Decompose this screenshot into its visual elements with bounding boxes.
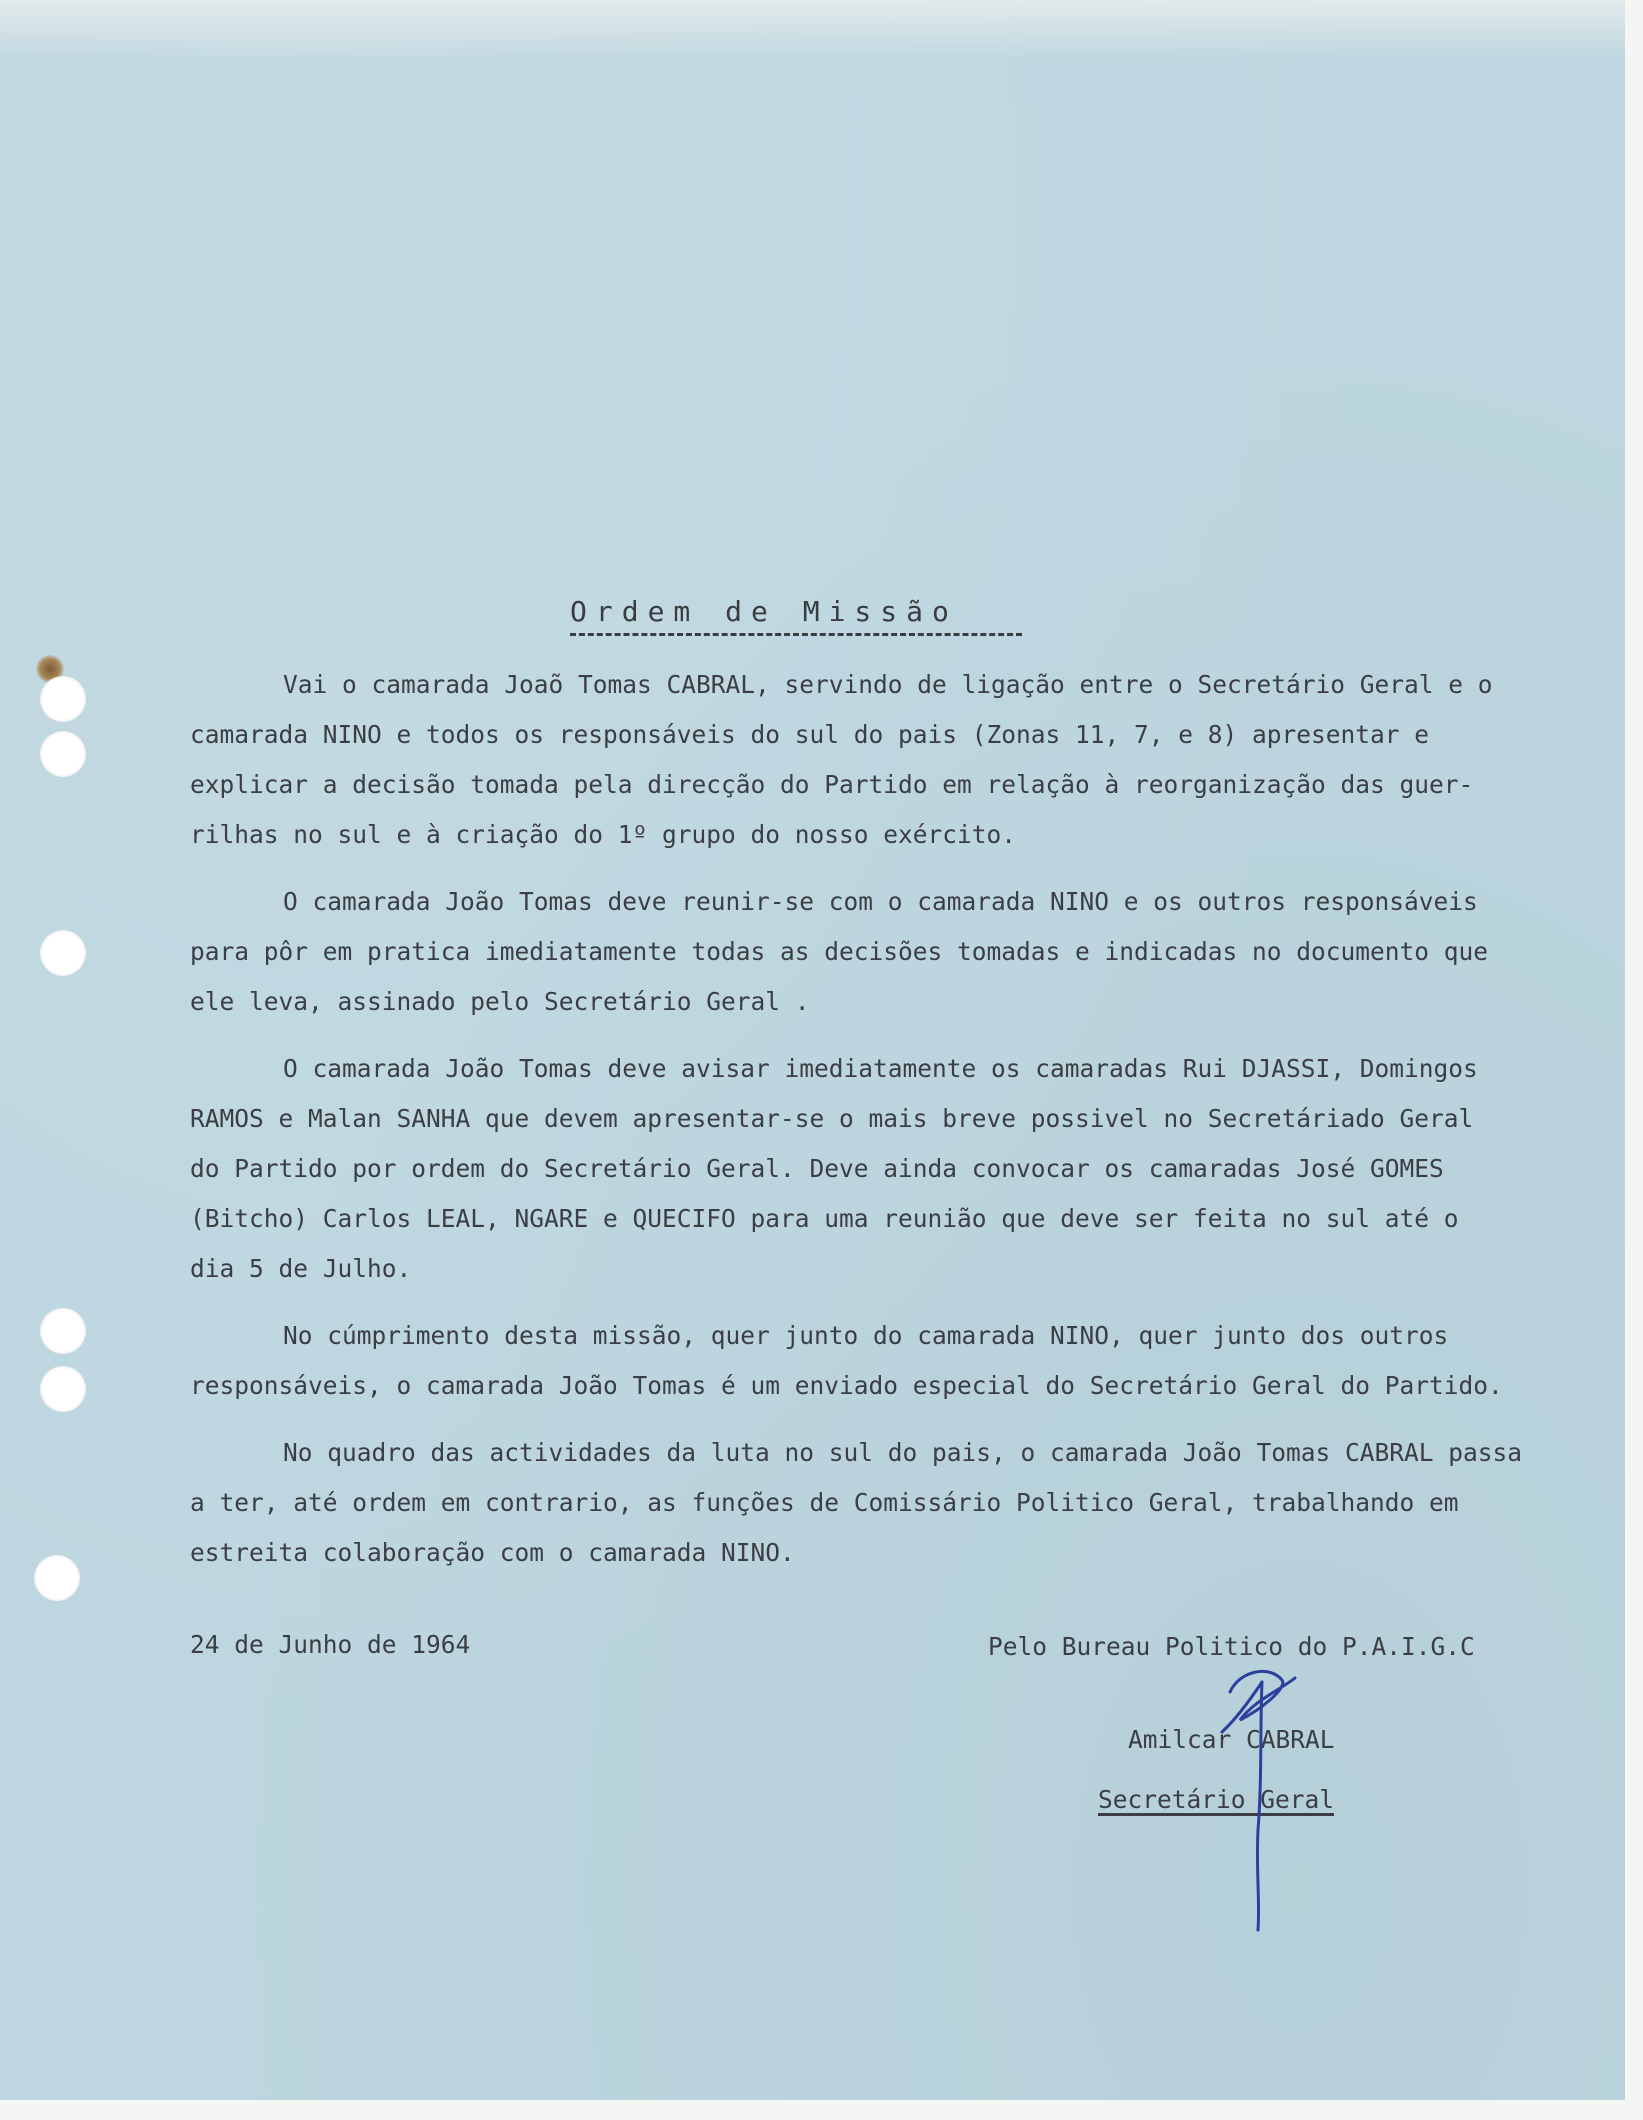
scan-margin-right <box>1625 0 1643 2120</box>
text-line: rilhas no sul e à criação do 1º grupo do nosso exército. <box>190 820 1017 849</box>
text-line: RAMOS e Malan SANHA que devem apresentar-se o mais breve possivel no Secretáriado Geral <box>190 1104 1474 1133</box>
text-line: No cúmprimento desta missão, quer junto do camarada NINO, quer junto dos outros <box>283 1321 1449 1350</box>
handwritten-signature <box>1200 1660 1320 1940</box>
issuing-organization: Pelo Bureau Politico do P.A.I.G.C <box>988 1632 1475 1661</box>
paper-crease <box>0 0 1625 60</box>
document-body <box>190 660 1610 1595</box>
punch-hole <box>40 1366 86 1412</box>
title-underline <box>570 633 1022 636</box>
text-line: explicar a decisão tomada pela direcção do Partido em relação à reorganização das guer- <box>190 770 1474 799</box>
text-line: a ter, até ordem em contrario, as funções de Comissário Politico Geral, trabalhando em <box>190 1488 1459 1517</box>
paragraph <box>190 1311 1610 1411</box>
text-line: responsáveis, o camarada João Tomas é um enviado especial do Secretário Geral do Partido. <box>190 1371 1503 1400</box>
text-line: para pôr em pratica imediatamente todas as decisões tomadas e indicadas no documento que <box>190 937 1489 966</box>
text-line: dia 5 de Julho. <box>190 1254 412 1283</box>
document-date: 24 de Junho de 1964 <box>190 1630 471 1659</box>
punch-hole <box>40 930 86 976</box>
text-line: estreita colaboração com o camarada NINO. <box>190 1538 795 1567</box>
paragraph <box>190 660 1610 860</box>
text-line: O camarada João Tomas deve avisar imediatamente os camaradas Rui DJASSI, Domingos <box>283 1054 1478 1083</box>
text-line: do Partido por ordem do Secretário Geral. Deve ainda convocar os camaradas José GOMES <box>190 1154 1444 1183</box>
text-line: O camarada João Tomas deve reunir-se com o camarada NINO e os outros responsáveis <box>283 887 1478 916</box>
paragraph <box>190 877 1610 1027</box>
signer-title: Secretário Geral <box>1098 1785 1335 1814</box>
paragraph <box>190 1428 1610 1578</box>
text-line: (Bitcho) Carlos LEAL, NGARE e QUECIFO para uma reunião que deve ser feita no sul até o <box>190 1204 1459 1233</box>
document-title: Ordem de Missão <box>570 595 958 628</box>
text-line: Vai o camarada Joaõ Tomas CABRAL, servindo de ligação entre o Secretário Geral e o <box>283 670 1493 699</box>
paragraph <box>190 1044 1610 1294</box>
text-line: camarada NINO e todos os responsáveis do sul do pais (Zonas 11, 7, e 8) apresentar e <box>190 720 1430 749</box>
punch-hole <box>40 731 86 777</box>
text-line: ele leva, assinado pelo Secretário Geral . <box>190 987 810 1016</box>
signer-name: Amilcar CABRAL <box>1128 1725 1335 1754</box>
punch-hole <box>34 1555 80 1601</box>
punch-hole <box>40 676 86 722</box>
text-line: No quadro das actividades da luta no sul do pais, o camarada João Tomas CABRAL passa <box>283 1438 1523 1467</box>
scan-margin-bottom <box>0 2100 1643 2120</box>
punch-hole <box>40 1308 86 1354</box>
